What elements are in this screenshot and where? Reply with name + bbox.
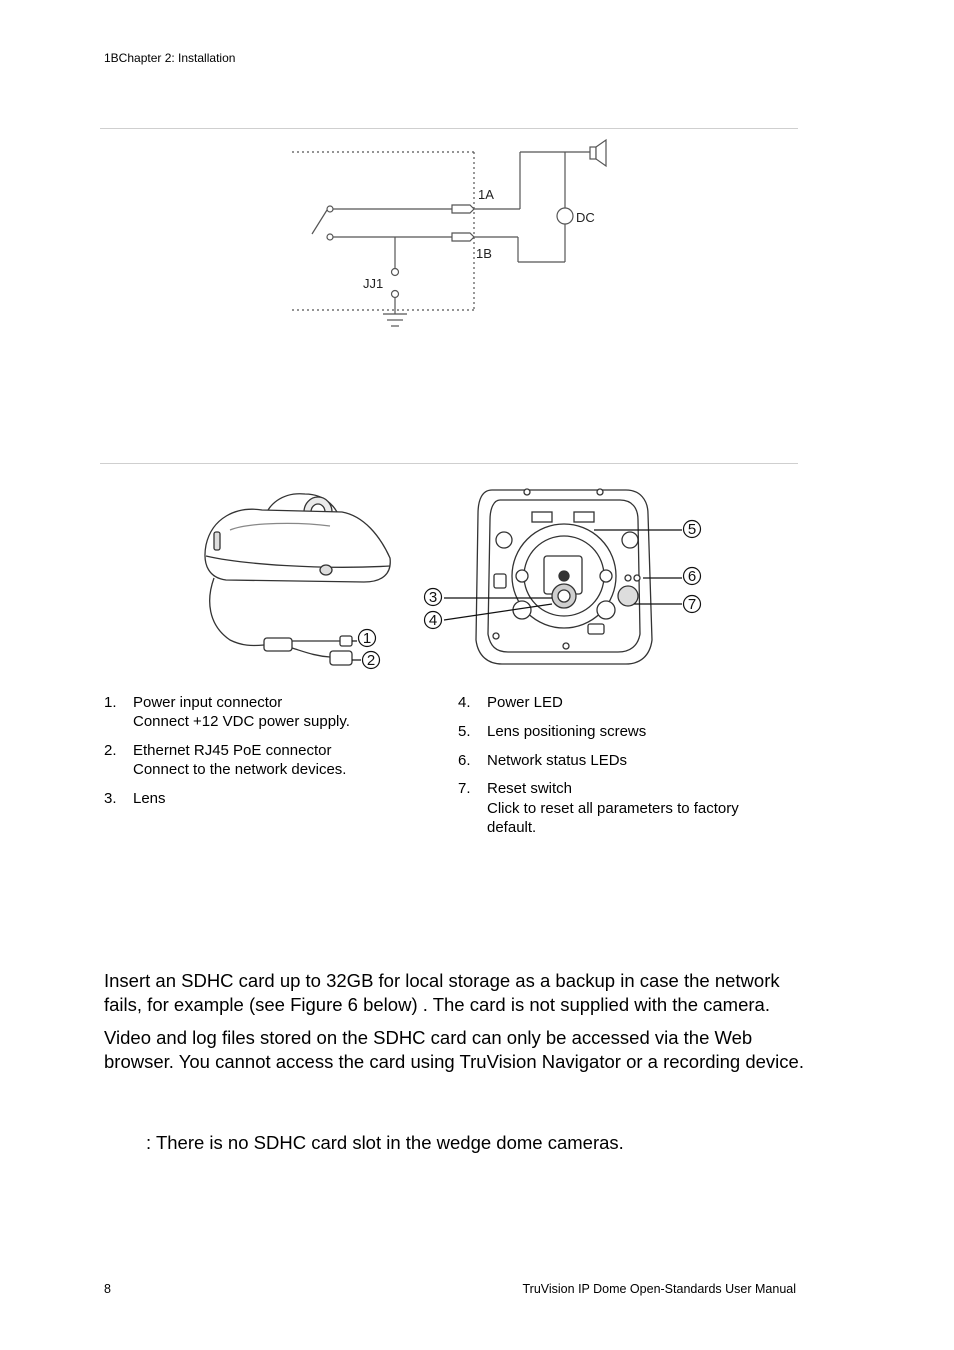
legend-right: 4. Power LED 5. Lens positioning screws 6. Network status LEDs 7. Reset switch Click to reset all parameters to factory default. xyxy=(458,694,739,836)
terminal-1b-label: 1B xyxy=(476,246,492,261)
note-text: : There is no SDHC card slot in the wedge dome cameras. xyxy=(146,1132,624,1153)
figure-middle-rule xyxy=(100,463,798,464)
running-header: 1BChapter 2: Installation xyxy=(104,51,236,65)
callout-6: 6 xyxy=(687,568,697,585)
alarm-wiring-diagram xyxy=(0,0,954,360)
callout-3: 3 xyxy=(428,589,438,606)
callout-7: 7 xyxy=(687,596,697,613)
body-text xyxy=(104,969,804,1083)
access-paragraph: Video and log files stored on the SDHC card can only be accessed via the Web browser. You cannot access the card using TruVision Navigator or a recording device. xyxy=(104,1027,804,1072)
camera-views-diagram xyxy=(0,470,954,680)
terminal-1a-label: 1A xyxy=(478,187,494,202)
sdhc-paragraph: Insert an SDHC card up to 32GB for local storage as a backup in case the network fails, for example (see Figure 6 below) . The card is not supplied with the camera. xyxy=(104,970,780,1015)
legend-left: 1. Power input connector Connect +12 VDC power supply. 2. Ethernet RJ45 PoE connector Connect to the network devices. 3. Lens xyxy=(104,694,350,807)
callout-5: 5 xyxy=(687,521,697,538)
callout-1: 1 xyxy=(362,630,372,647)
callout-2: 2 xyxy=(366,652,376,669)
dc-label: DC xyxy=(576,210,595,225)
page-number: 8 xyxy=(104,1282,111,1296)
callout-4: 4 xyxy=(428,612,438,629)
manual-title: TruVision IP Dome Open-Standards User Manual xyxy=(522,1282,796,1296)
jumper-label: JJ1 xyxy=(363,276,384,291)
